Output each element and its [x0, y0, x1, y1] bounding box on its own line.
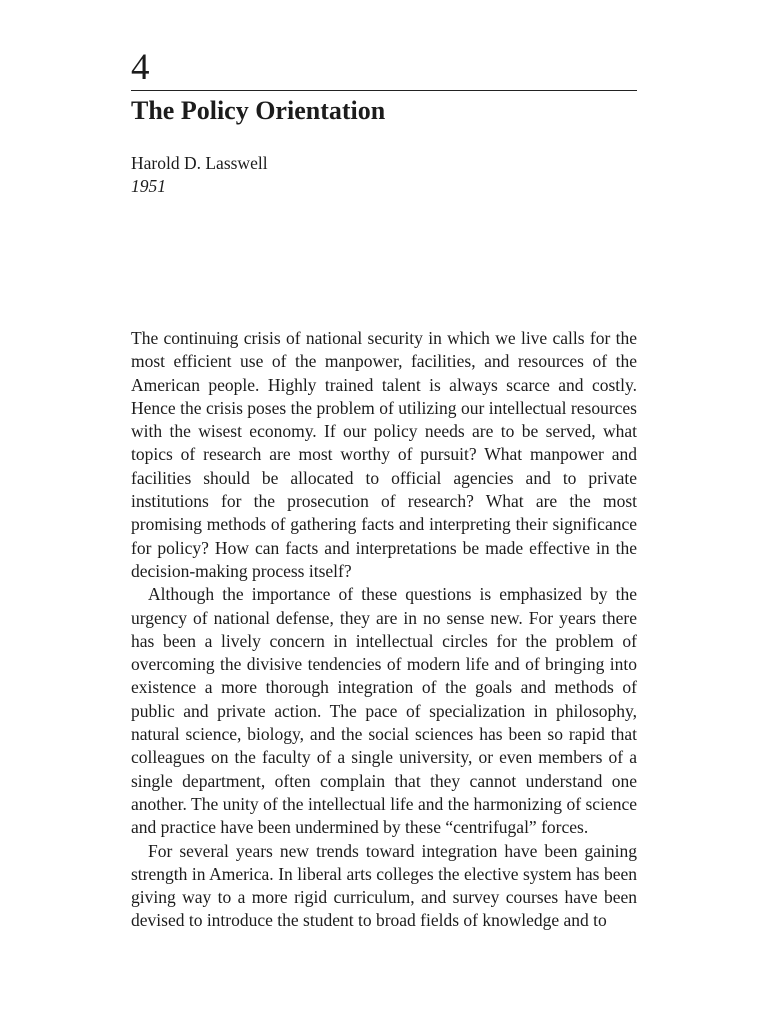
chapter-title: The Policy Orientation	[131, 96, 386, 125]
publication-year: 1951	[131, 176, 166, 196]
author-name: Harold D. Lasswell	[131, 153, 268, 173]
chapter-rule	[131, 90, 637, 91]
chapter-number: 4	[131, 48, 150, 88]
paragraph: For several years new trends toward integration have been gaining strength in America. In liberal arts colleges the elective system has been giving way to a more rigid curriculum, and survey courses have been devised to introduce the student to broad fields of knowledge and to	[131, 840, 637, 931]
paragraph: The continuing crisis of national security in which we live calls for the most efficient use of the manpower, facilities, and resources of the American people. Highly trained talent is always scarce and costly. Hence the crisis poses the problem of utilizing our intellectual resources with the wisest economy. If our policy needs are to be served, what topics of research are most worthy of pursuit? What manpower and facilities should be allocated to official agencies and to private institutions for the prosecution of research? What are the most promising methods of gathering facts and interpreting their significance for policy? How can facts and interpretations be made effective in the decision-making process itself?	[131, 328, 637, 581]
body-text	[131, 327, 637, 933]
document-page	[131, 48, 637, 988]
paragraph: Although the importance of these questions is emphasized by the urgency of national defense, they are in no sense new. For years there has been a lively concern in intellectual circles for the problem of overcoming the divisive tendencies of modern life and of bringing into existence a more thorough integration of the goals and methods of public and private action. The pace of specialization in philosophy, natural science, biology, and the social sciences has been so rapid that colleagues on the faculty of a single university, or even members of a single department, often complain that they cannot understand one another. The unity of the intellectual life and the harmonizing of science and practice have been undermined by these “centrifugal” forces.	[131, 584, 637, 838]
